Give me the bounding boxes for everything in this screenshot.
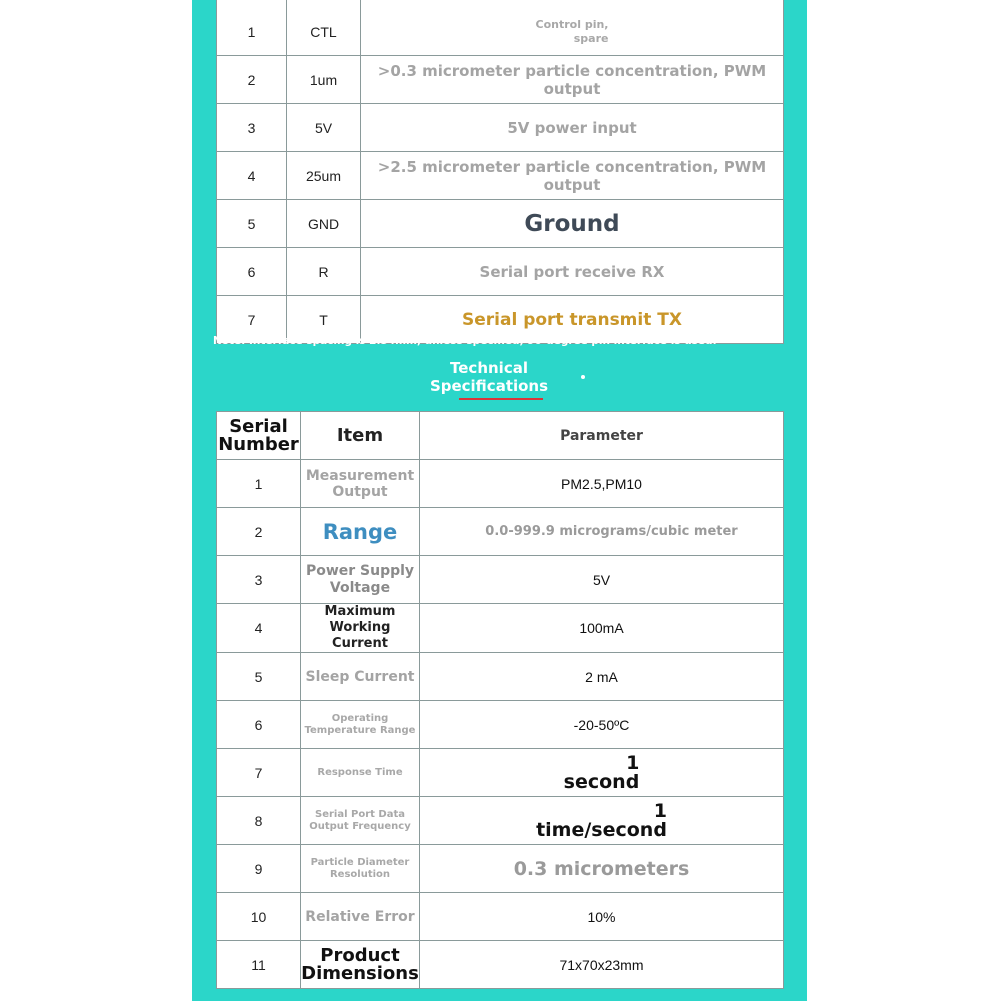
pin-description bbox=[361, 0, 784, 56]
table-row bbox=[217, 0, 784, 56]
table-row bbox=[217, 556, 784, 604]
spec-value: 1 second bbox=[420, 749, 784, 797]
spec-value: 71x70x23mm bbox=[420, 941, 784, 989]
pin-description: Ground bbox=[361, 200, 784, 248]
spec-item: Maximum Working Current bbox=[301, 604, 420, 653]
pin-number: 7 bbox=[217, 296, 287, 344]
spec-value: 0.0-999.9 micrograms/cubic meter bbox=[420, 508, 784, 556]
spec-number: 1 bbox=[217, 460, 301, 508]
pin-description: Serial port receive RX bbox=[361, 248, 784, 296]
table-row bbox=[217, 749, 784, 797]
pin-description: Serial port transmit TX bbox=[361, 296, 784, 344]
spec-value: 10% bbox=[420, 893, 784, 941]
pin-description-line: Control pin, bbox=[535, 17, 609, 31]
header-item: Item bbox=[301, 412, 420, 460]
table-row bbox=[217, 941, 784, 989]
table-row bbox=[217, 508, 784, 556]
pin-description: 5V power input bbox=[361, 104, 784, 152]
spec-number: 6 bbox=[217, 701, 301, 749]
spec-number: 3 bbox=[217, 556, 301, 604]
spec-table bbox=[216, 411, 784, 989]
spec-value: 5V bbox=[420, 556, 784, 604]
pin-description-line: spare bbox=[573, 31, 609, 45]
header-serial-number: Serial Number bbox=[217, 412, 301, 460]
spec-number: 5 bbox=[217, 653, 301, 701]
pin-number: 5 bbox=[217, 200, 287, 248]
table-row bbox=[217, 152, 784, 200]
spec-value: -20-50ºC bbox=[420, 701, 784, 749]
spec-number: 8 bbox=[217, 797, 301, 845]
spec-item: Response Time bbox=[301, 749, 420, 797]
pin-name: R bbox=[287, 248, 361, 296]
spec-item: Serial Port Data Output Frequency bbox=[301, 797, 420, 845]
table-row bbox=[217, 248, 784, 296]
section-heading-line: Technical bbox=[450, 359, 528, 377]
spec-value: 0.3 micrometers bbox=[420, 845, 784, 893]
spec-value: 100mA bbox=[420, 604, 784, 653]
pin-number: 2 bbox=[217, 56, 287, 104]
pin-number: 1 bbox=[217, 0, 287, 56]
table-row bbox=[217, 893, 784, 941]
spec-item: Measurement Output bbox=[301, 460, 420, 508]
table-row bbox=[217, 653, 784, 701]
pin-name: 1um bbox=[287, 56, 361, 104]
pin-definition-table bbox=[216, 0, 784, 344]
interface-note: Note: Interface spacing is 2.54mm, unless specified, 90-degree pin interface is used. bbox=[213, 335, 717, 347]
spec-item: Range bbox=[301, 508, 420, 556]
spec-item: Sleep Current bbox=[301, 653, 420, 701]
table-row bbox=[217, 797, 784, 845]
table-row bbox=[217, 200, 784, 248]
spec-value: PM2.5,PM10 bbox=[420, 460, 784, 508]
table-row bbox=[217, 701, 784, 749]
table-header-row bbox=[217, 412, 784, 460]
pin-description: >0.3 micrometer particle concentration, PWM output bbox=[361, 56, 784, 104]
section-heading bbox=[424, 359, 554, 395]
spec-number: 11 bbox=[217, 941, 301, 989]
pin-number: 4 bbox=[217, 152, 287, 200]
pin-description: >2.5 micrometer particle concentration, PWM output bbox=[361, 152, 784, 200]
table-row bbox=[217, 460, 784, 508]
pin-name: CTL bbox=[287, 0, 361, 56]
header-parameter: Parameter bbox=[420, 412, 784, 460]
spec-item: Particle Diameter Resolution bbox=[301, 845, 420, 893]
spec-value: 1 time/second bbox=[420, 797, 784, 845]
pin-number: 3 bbox=[217, 104, 287, 152]
pin-name: 5V bbox=[287, 104, 361, 152]
pin-name: T bbox=[287, 296, 361, 344]
spec-item: Power Supply Voltage bbox=[301, 556, 420, 604]
spec-item: Operating Temperature Range bbox=[301, 701, 420, 749]
pin-number: 6 bbox=[217, 248, 287, 296]
table-row bbox=[217, 56, 784, 104]
section-heading-line: Specifications bbox=[429, 377, 549, 395]
spec-number: 4 bbox=[217, 604, 301, 653]
table-row bbox=[217, 845, 784, 893]
spec-item: Relative Error bbox=[301, 893, 420, 941]
spec-number: 10 bbox=[217, 893, 301, 941]
spec-item: Product Dimensions bbox=[301, 941, 420, 989]
table-row bbox=[217, 104, 784, 152]
heading-underline bbox=[459, 398, 543, 400]
table-row bbox=[217, 604, 784, 653]
spec-value: 2 mA bbox=[420, 653, 784, 701]
spec-number: 7 bbox=[217, 749, 301, 797]
pin-name: GND bbox=[287, 200, 361, 248]
decorative-dot bbox=[581, 375, 585, 379]
pin-name: 25um bbox=[287, 152, 361, 200]
spec-number: 9 bbox=[217, 845, 301, 893]
spec-number: 2 bbox=[217, 508, 301, 556]
